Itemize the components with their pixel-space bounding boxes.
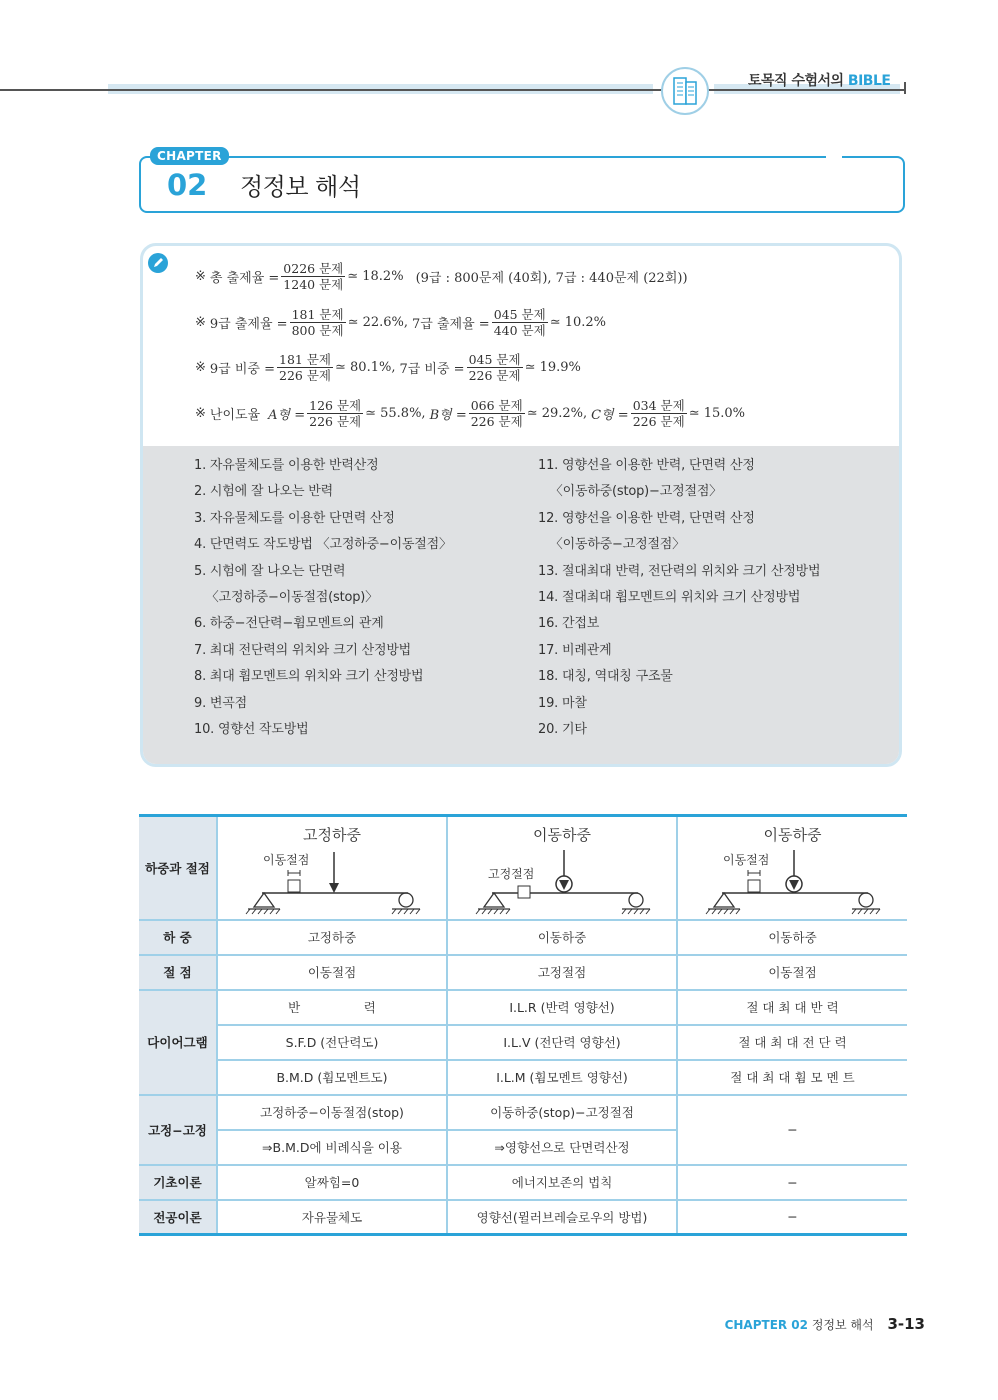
fraction: $\frac{\text{181 문제}}{\text{226 문제}}$	[279, 352, 331, 383]
fraction: $\frac{\text{0226 문제}}{\text{1240 문제}}$	[283, 261, 344, 292]
table-cell: −	[677, 1200, 907, 1235]
topic-item: 〈고정하중−이동절점(stop)〉	[194, 589, 378, 605]
table-cell: 이동하중(stop)−고정절점	[447, 1095, 677, 1130]
stat-result: ≃ 55.8%,	[365, 406, 426, 421]
stat-note: (9급 : 800문제 (40회), 7급 : 440문제 (22회))	[415, 271, 688, 286]
topic-item: 〈이동하중(stop)−고정절점〉	[538, 484, 722, 500]
comparison-table	[139, 814, 907, 1236]
table-cell: 이동하중	[447, 920, 677, 955]
stat-label: 총 출제율 =	[209, 271, 280, 286]
topic-item: 13. 절대최대 반력, 전단력의 위치와 크기 산정방법	[538, 563, 821, 579]
table-cell: −	[677, 1165, 907, 1200]
note-mark: ※	[195, 315, 206, 330]
chapter-number: 02	[167, 168, 208, 202]
stat-label: A형 =	[268, 408, 306, 423]
table-cell: 알짜힘=0	[217, 1165, 447, 1200]
pencil-icon	[147, 252, 169, 274]
fraction: $\frac{\text{181 문제}}{\text{800 문제}}$	[291, 307, 344, 338]
stat-row-total	[195, 261, 688, 292]
topic-item: 9. 변곡점	[194, 695, 248, 711]
topic-item: 3. 자유물체도를 이용한 단면력 산정	[194, 510, 395, 526]
row-head-load: 하 중	[139, 920, 217, 955]
stat-result: ≃ 15.0%	[688, 406, 746, 421]
header-rule-end	[904, 82, 906, 94]
note-mark: ※	[195, 269, 206, 284]
stat-label: B형 =	[429, 408, 467, 423]
stat-row-rate	[195, 307, 606, 338]
row-head-load-node: 하중과 절점	[139, 816, 217, 920]
stat-row-weight	[195, 352, 581, 383]
note-mark: ※	[195, 406, 206, 421]
topic-list-right	[538, 453, 820, 743]
table-cell: 고정하중−이동절점(stop)	[217, 1095, 447, 1130]
table-row	[139, 1060, 907, 1095]
topic-item: 7. 최대 전단력의 위치와 크기 산정방법	[194, 642, 412, 658]
stat-label: 9급 비중 =	[209, 362, 276, 377]
topic-item: 16. 간접보	[538, 616, 600, 632]
topic-item: 2. 시험에 잘 나오는 반력	[194, 484, 333, 500]
topic-item: 6. 하중−전단력−휨모멘트의 관계	[194, 616, 384, 632]
stat-row-difficulty	[195, 398, 745, 429]
table-cell: 자유물체도	[217, 1200, 447, 1235]
topic-item: 5. 시험에 잘 나오는 단면력	[194, 563, 346, 579]
topic-item: 〈이동하중−고정절점〉	[538, 537, 685, 553]
beam-diagram	[448, 818, 678, 918]
stat-label: C형 =	[591, 408, 629, 423]
topic-item: 1. 자유물체도를 이용한 반력산정	[194, 458, 379, 473]
table-cell: 고정절점	[447, 955, 677, 990]
table-cell: B.M.D (휨모멘트도)	[217, 1060, 447, 1095]
footer-title: 정정보 해석	[811, 1318, 874, 1332]
stat-result: ≃ 22.6%,	[347, 315, 409, 330]
topic-item: 18. 대칭, 역대칭 구조물	[538, 669, 673, 685]
stat-label: 7급 출제율 =	[412, 317, 490, 332]
table-row	[139, 1165, 907, 1200]
diagram-label: 고정절점	[488, 866, 535, 881]
fraction: $\frac{\text{045 문제}}{\text{226 문제}}$	[468, 352, 521, 383]
page-number: 3-13	[887, 1315, 925, 1333]
chapter-box-gap	[826, 153, 842, 159]
topic-item: 10. 영향선 작도방법	[194, 721, 309, 737]
table-cell: 반 력	[217, 990, 447, 1025]
row-head-fixed: 고정−고정	[139, 1095, 217, 1165]
diagram-cell-moving-load-fixed-node	[447, 816, 677, 920]
table-cell: 절 대 최 대 반 력	[677, 990, 907, 1025]
topic-list-left	[194, 453, 452, 743]
table-cell: ⇒B.M.D에 비례식을 이용	[217, 1130, 447, 1165]
beam-diagram	[678, 818, 908, 918]
table-cell: 고정하중	[217, 920, 447, 955]
table-cell: ⇒영향선으로 단면력산정	[447, 1130, 677, 1165]
beam-diagram	[218, 818, 448, 918]
stat-result: ≃ 29.2%,	[526, 406, 588, 421]
topic-item: 19. 마찰	[538, 695, 587, 711]
page-footer	[725, 1315, 925, 1333]
table-row	[139, 990, 907, 1025]
topic-item: 8. 최대 휨모멘트의 위치와 크기 산정방법	[194, 669, 424, 685]
table-row	[139, 1025, 907, 1060]
stat-label: 7급 비중 =	[399, 362, 465, 377]
fraction: $\frac{\text{066 문제}}{\text{226 문제}}$	[470, 398, 523, 429]
table-cell: 에너지보존의 법칙	[447, 1165, 677, 1200]
table-cell: −	[677, 1095, 907, 1165]
chapter-title: 정정보 해석	[240, 173, 361, 201]
chapter-tag: CHAPTER	[150, 147, 229, 165]
row-head-node: 절 점	[139, 955, 217, 990]
stat-result: ≃ 19.9%	[524, 360, 581, 375]
note-mark: ※	[195, 360, 206, 375]
fraction: $\frac{\text{034 문제}}{\text{226 문제}}$	[632, 398, 685, 429]
topic-item: 11. 영향선을 이용한 반력, 단면력 산정	[538, 458, 755, 473]
diagram-title: 고정하중	[303, 825, 361, 844]
table-cell: 절 대 최 대 전 단 력	[677, 1025, 907, 1060]
row-head-major: 전공이론	[139, 1200, 217, 1235]
diagram-title: 이동하중	[763, 825, 822, 844]
table-cell: 영향선(뮐러브레슬로우의 방법)	[447, 1200, 677, 1235]
table-cell: I.L.V (전단력 영향선)	[447, 1025, 677, 1060]
fraction: $\frac{\text{045 문제}}{\text{440 문제}}$	[493, 307, 546, 338]
fraction: $\frac{\text{126 문제}}{\text{226 문제}}$	[309, 398, 362, 429]
diagram-cell-moving-load-moving-node	[677, 816, 907, 920]
topic-item: 20. 기타	[538, 721, 587, 737]
table-row	[139, 920, 907, 955]
diagram-cell-fixed-load	[217, 816, 447, 920]
table-row	[139, 955, 907, 990]
table-row	[139, 816, 907, 920]
stat-label: 난이도율	[209, 408, 261, 423]
topic-item: 14. 절대최대 휨모멘트의 위치와 크기 산정방법	[538, 589, 801, 605]
row-head-diagram: 다이어그램	[139, 990, 217, 1095]
table-cell: 이동절점	[217, 955, 447, 990]
book-building-icon	[660, 66, 710, 116]
diagram-label: 이동절점	[723, 852, 770, 867]
diagram-label: 이동절점	[263, 852, 310, 867]
footer-chapter: CHAPTER 02	[724, 1318, 809, 1332]
table-cell: I.L.R (반력 영향선)	[447, 990, 677, 1025]
table-cell: 절 대 최 대 휨 모 멘 트	[677, 1060, 907, 1095]
stat-result: ≃ 18.2%	[347, 269, 404, 284]
stat-result: ≃ 10.2%	[549, 315, 607, 330]
book-title: 토목직 수험서의 BIBLE	[748, 73, 891, 89]
topic-item: 12. 영향선을 이용한 반력, 단면력 산정	[538, 510, 755, 526]
table-row	[139, 1200, 907, 1235]
table-row	[139, 1095, 907, 1130]
topic-item: 4. 단면력도 작도방법 〈고정하중−이동절점〉	[194, 537, 452, 553]
table-cell: 이동하중	[677, 920, 907, 955]
table-cell: S.F.D (전단력도)	[217, 1025, 447, 1060]
topic-item: 17. 비례관계	[538, 642, 612, 658]
stat-label: 9급 출제율 =	[209, 317, 288, 332]
table-cell: I.L.M (휨모멘트 영향선)	[447, 1060, 677, 1095]
stat-result: ≃ 80.1%,	[335, 360, 396, 375]
table-cell: 이동절점	[677, 955, 907, 990]
diagram-title: 이동하중	[533, 825, 591, 844]
row-head-basic: 기초이론	[139, 1165, 217, 1200]
